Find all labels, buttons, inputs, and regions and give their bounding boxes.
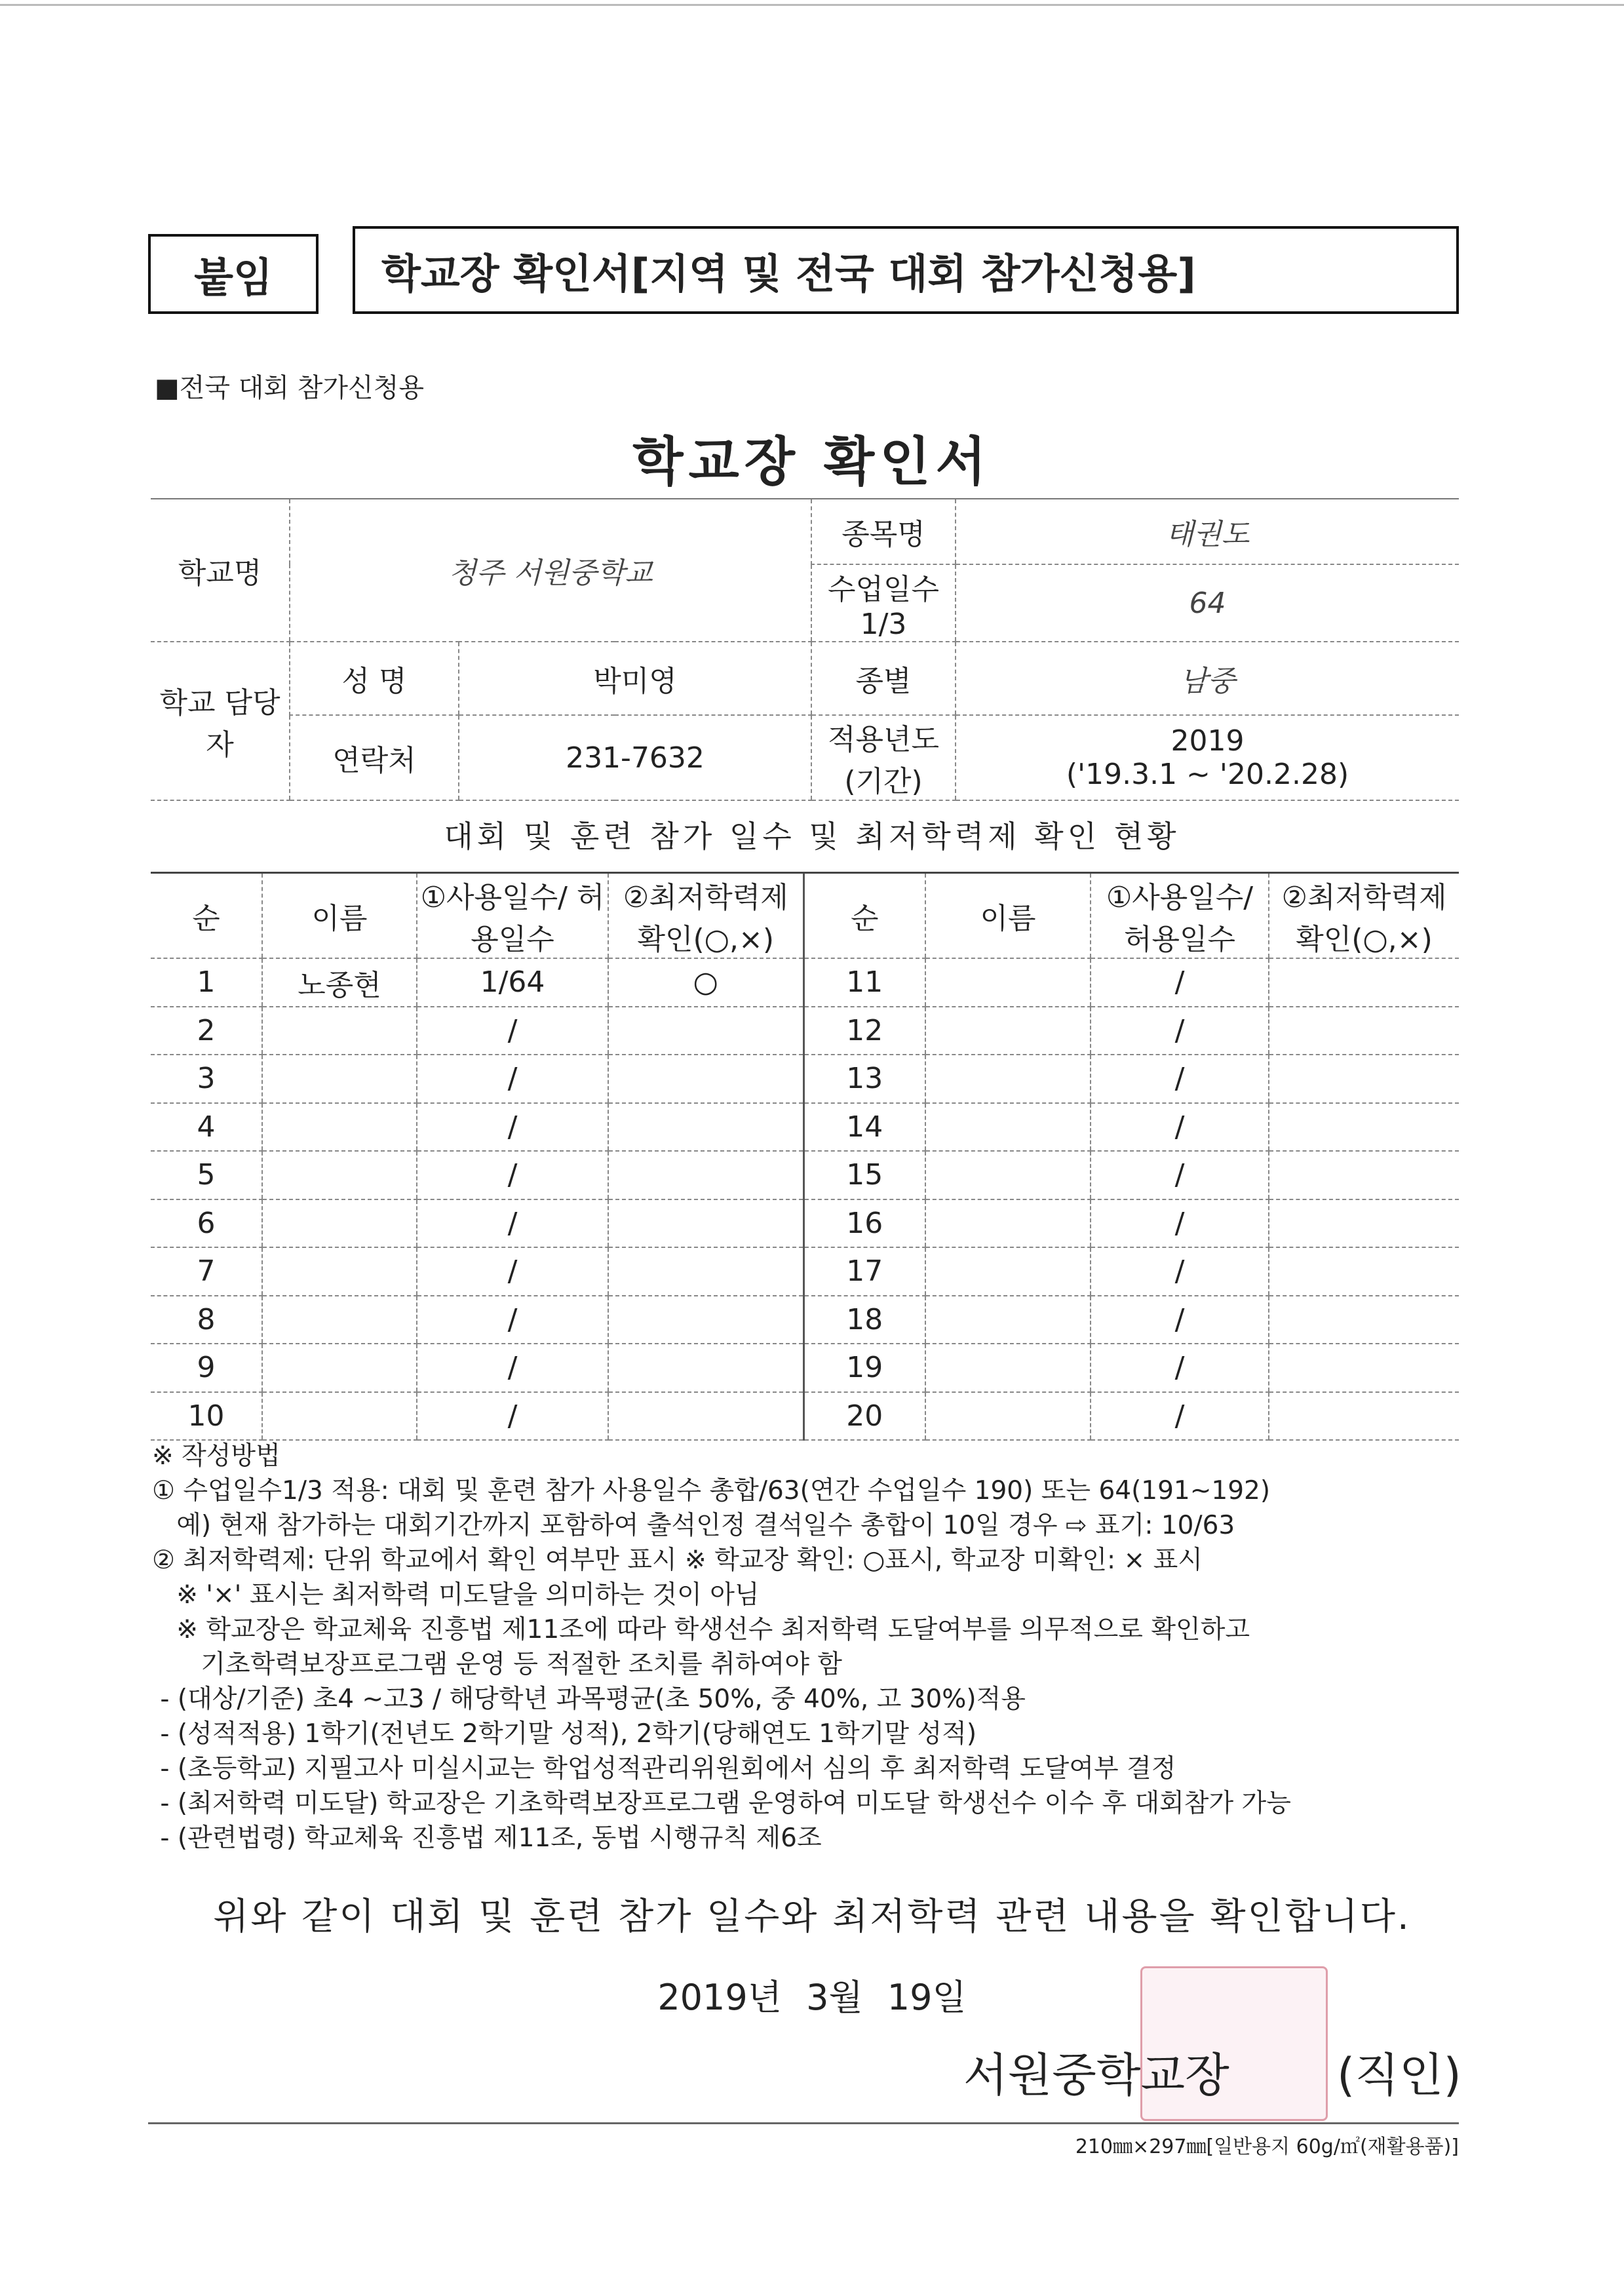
row-name <box>262 1392 417 1441</box>
row-no: 4 <box>151 1103 262 1152</box>
row-no: 6 <box>151 1199 262 1248</box>
row-no: 20 <box>803 1392 925 1441</box>
event-value: 태권도 <box>956 499 1459 564</box>
row-name <box>925 958 1091 1007</box>
principal-signature: 서원중학교장 <box>963 2048 1229 2102</box>
document-title: 학교장 확인서 <box>632 431 992 492</box>
row-name <box>262 1344 417 1392</box>
table-row <box>151 1344 1459 1392</box>
row-check <box>1269 1151 1459 1199</box>
row-days: 1/64 <box>417 958 608 1007</box>
row-no: 14 <box>803 1103 925 1152</box>
row-days: / <box>417 1103 608 1152</box>
row-no: 9 <box>151 1344 262 1392</box>
row-days: / <box>1091 958 1269 1007</box>
writing-instructions <box>152 1439 1482 1856</box>
row-no: 11 <box>803 958 925 1007</box>
contact-value: 231-7632 <box>459 715 811 800</box>
participation-table <box>151 872 1459 1441</box>
row-days: / <box>1091 1103 1269 1152</box>
staff-label: 학교 담당자 <box>151 642 290 800</box>
note-line: ※ 학교장은 학교체육 진흥법 제11조에 따라 학생선수 최저학력 도달여부를 의무적으로 확인하고 <box>152 1615 1250 1644</box>
row-name <box>925 1392 1091 1441</box>
year-label: 적용년도 (기간) <box>811 715 956 800</box>
note-line: ※ 작성방법 <box>152 1441 280 1471</box>
row-no: 13 <box>803 1055 925 1103</box>
header-days: ①사용일수/ 허용일수 <box>1091 873 1269 959</box>
bottom-rule <box>148 2122 1459 2124</box>
row-name <box>925 1007 1091 1055</box>
gender-value: 남중 <box>956 642 1459 715</box>
paper-spec-footer: 210㎜×297㎜[일반용지 60g/㎡(재활용품)] <box>1075 2135 1459 2158</box>
row-name <box>262 1055 417 1103</box>
row-check <box>1269 958 1459 1007</box>
period-value: ('19.3.1 ~ '20.2.28) <box>1066 758 1349 791</box>
table-row <box>151 1103 1459 1152</box>
note-line: - (초등학교) 지필고사 미실시교는 학업성적관리위원회에서 심의 후 최저학력 도달여부 결정 <box>152 1754 1176 1783</box>
row-days: / <box>1091 1055 1269 1103</box>
row-no: 1 <box>151 958 262 1007</box>
row-check <box>1269 1247 1459 1296</box>
note-line: ① 수업일수1/3 적용: 대회 및 훈련 참가 사용일수 총합/63(연간 수업일수 190) 또는 64(191~192) <box>152 1476 1271 1506</box>
row-name <box>262 1247 417 1296</box>
row-check <box>1269 1103 1459 1152</box>
row-name <box>925 1344 1091 1392</box>
row-check <box>608 1199 803 1248</box>
attachment-tag: 붙임 <box>148 234 319 314</box>
row-days: / <box>417 1392 608 1441</box>
header-name: 이름 <box>262 873 417 959</box>
note-line: 기초학력보장프로그램 운영 등 적절한 조치를 취하여야 함 <box>152 1650 842 1679</box>
row-days: / <box>1091 1007 1269 1055</box>
row-days: / <box>417 1344 608 1392</box>
header-check: ②최저학력제 확인(○,×) <box>1269 873 1459 959</box>
table-row <box>151 1151 1459 1199</box>
header-no: 순 <box>151 873 262 959</box>
row-no: 10 <box>151 1392 262 1441</box>
row-days: / <box>417 1296 608 1344</box>
note-line: - (관련법령) 학교체육 진흥법 제11조, 동법 시행규칙 제6조 <box>152 1823 822 1853</box>
table-row <box>151 1007 1459 1055</box>
row-check <box>608 1344 803 1392</box>
info-table <box>151 498 1459 801</box>
table-row <box>151 1199 1459 1248</box>
document-header <box>148 226 1459 318</box>
row-no: 3 <box>151 1055 262 1103</box>
row-days: / <box>1091 1344 1269 1392</box>
header-name: 이름 <box>925 873 1091 959</box>
row-no: 8 <box>151 1296 262 1344</box>
row-check <box>1269 1392 1459 1441</box>
row-no: 2 <box>151 1007 262 1055</box>
header-title: 학교장 확인서[지역 및 전국 대회 참가신청용] <box>353 226 1459 314</box>
row-name <box>925 1247 1091 1296</box>
caption: ■전국 대회 참가신청용 <box>155 373 424 403</box>
row-days: / <box>417 1247 608 1296</box>
row-no: 19 <box>803 1344 925 1392</box>
row-name <box>925 1055 1091 1103</box>
note-line: - (성적적용) 1학기(전년도 2학기말 성적), 2학기(당해연도 1학기말 성적) <box>152 1719 977 1749</box>
row-days: / <box>1091 1247 1269 1296</box>
seal-label: (직인) <box>1337 2048 1461 2102</box>
table-row <box>151 1392 1459 1441</box>
school-label: 학교명 <box>151 499 290 642</box>
row-check: ○ <box>608 958 803 1007</box>
row-name <box>262 1151 417 1199</box>
row-name <box>262 1007 417 1055</box>
days-value: 64 <box>956 564 1459 642</box>
note-line: ※ '×' 표시는 최저학력 미도달을 의미하는 것이 아님 <box>152 1580 760 1610</box>
row-name <box>925 1199 1091 1248</box>
name-label: 성 명 <box>290 642 459 715</box>
row-check <box>608 1103 803 1152</box>
row-days: / <box>1091 1151 1269 1199</box>
row-check <box>1269 1007 1459 1055</box>
row-days: / <box>1091 1199 1269 1248</box>
days-label: 수업일수 1/3 <box>811 564 956 642</box>
row-no: 5 <box>151 1151 262 1199</box>
row-name <box>925 1296 1091 1344</box>
row-no: 7 <box>151 1247 262 1296</box>
note-line: ② 최저학력제: 단위 학교에서 확인 여부만 표시 ※ 학교장 확인: ○표시, 학교장 미확인: × 표시 <box>152 1546 1203 1575</box>
row-days: / <box>417 1007 608 1055</box>
header-check: ②최저학력제 확인(○,×) <box>608 873 803 959</box>
event-label: 종목명 <box>811 499 956 564</box>
row-days: / <box>417 1199 608 1248</box>
header-no: 순 <box>803 873 925 959</box>
row-no: 15 <box>803 1151 925 1199</box>
row-name <box>925 1151 1091 1199</box>
row-name <box>262 1103 417 1152</box>
table-row <box>151 1296 1459 1344</box>
name-value: 박미영 <box>459 642 811 715</box>
year-cell <box>956 715 1459 800</box>
section-title: 대회 및 훈련 참가 일수 및 최저학력제 확인 현황 <box>444 819 1180 854</box>
row-check <box>1269 1055 1459 1103</box>
row-no: 17 <box>803 1247 925 1296</box>
row-days: / <box>1091 1296 1269 1344</box>
row-check <box>608 1296 803 1344</box>
row-name <box>262 1296 417 1344</box>
note-line: - (대상/기준) 초4 ~고3 / 해당학년 과목평균(초 50%, 중 40%, 고 30%)적용 <box>152 1684 1026 1714</box>
top-rule <box>0 4 1624 6</box>
table-row <box>151 1247 1459 1296</box>
row-name <box>925 1103 1091 1152</box>
note-line: - (최저학력 미도달) 학교장은 기초학력보장프로그램 운영하여 미도달 학생선수 이수 후 대회참가 가능 <box>152 1789 1291 1818</box>
confirmation-statement: 위와 같이 대회 및 훈련 참가 일수와 최저학력 관련 내용을 확인합니다. <box>213 1895 1411 1938</box>
row-name: 노종현 <box>262 958 417 1007</box>
header-days: ①사용일수/ 허용일수 <box>417 873 608 959</box>
gender-label: 종별 <box>811 642 956 715</box>
table-body <box>151 958 1459 1440</box>
row-check <box>1269 1199 1459 1248</box>
row-check <box>608 1392 803 1441</box>
row-check <box>1269 1344 1459 1392</box>
year-value: 2019 <box>1170 724 1245 758</box>
table-row <box>151 958 1459 1007</box>
row-no: 12 <box>803 1007 925 1055</box>
row-check <box>608 1151 803 1199</box>
row-days: / <box>1091 1392 1269 1441</box>
row-check <box>1269 1296 1459 1344</box>
row-check <box>608 1055 803 1103</box>
row-name <box>262 1199 417 1248</box>
row-check <box>608 1247 803 1296</box>
table-row <box>151 1055 1459 1103</box>
row-check <box>608 1007 803 1055</box>
row-no: 18 <box>803 1296 925 1344</box>
row-no: 16 <box>803 1199 925 1248</box>
row-days: / <box>417 1055 608 1103</box>
school-value: 청주 서원중학교 <box>290 499 811 642</box>
issue-date: 2019년 3월 19일 <box>657 1977 967 2018</box>
row-days: / <box>417 1151 608 1199</box>
contact-label: 연락처 <box>290 715 459 800</box>
note-line: 예) 현재 참가하는 대회기간까지 포함하여 출석인정 결석일수 총합이 10일 경우 ⇨ 표기: 10/63 <box>152 1511 1235 1540</box>
